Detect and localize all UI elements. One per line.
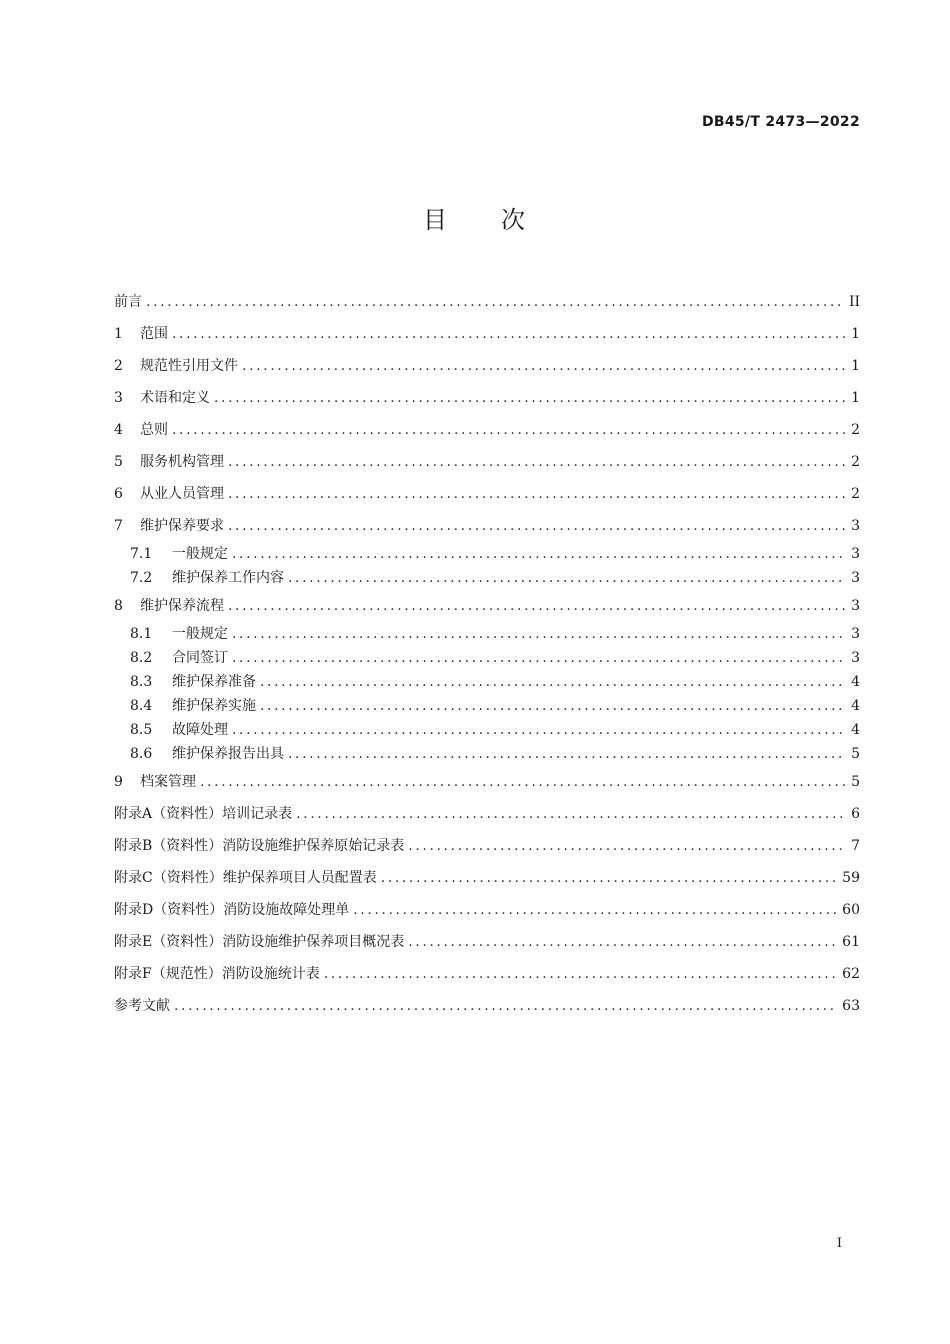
toc-entry-number: 4 (114, 422, 123, 438)
toc-leader-dots (232, 545, 846, 563)
toc-title-part1: 目 (423, 206, 449, 234)
toc-entry-number: 8.4 (130, 698, 153, 714)
toc-entry-page: 3 (851, 650, 860, 666)
toc-leader-dots (232, 649, 846, 667)
toc-title (0, 200, 950, 235)
toc-leader-dots (146, 293, 845, 311)
toc-entry-label: 消防设施维护保养原始记录表 (222, 838, 405, 854)
toc-entry-appendix: 附录F（规范性） (114, 966, 222, 982)
toc-entry[interactable] (114, 318, 860, 350)
toc-entry-page: 4 (851, 698, 860, 714)
toc-entry[interactable] (114, 926, 860, 958)
toc-leader-dots (381, 869, 838, 887)
toc-entry-page: 62 (842, 966, 860, 982)
toc-entry-page: II (848, 294, 860, 310)
toc-entry-number: 9 (114, 774, 123, 790)
toc-entry-page: 5 (851, 746, 860, 762)
toc-entry-page: 3 (851, 626, 860, 642)
toc-leader-dots (296, 805, 846, 823)
toc-entry-number: 8.3 (130, 674, 153, 690)
toc-entry-number: 1 (114, 326, 123, 342)
toc-entry-page: 2 (851, 422, 860, 438)
toc-entry[interactable] (114, 590, 860, 622)
toc-entry-label: 维护保养报告出具 (172, 746, 284, 762)
toc-entry-label: 前言 (114, 294, 142, 310)
toc-entry-number: 8.2 (130, 650, 153, 666)
toc-leader-dots (324, 965, 838, 983)
toc-entry-page: 3 (851, 598, 860, 614)
toc-entry-appendix: 附录D（资料性） (114, 902, 224, 918)
toc-entry-page: 61 (842, 934, 860, 950)
toc-entry-page: 60 (842, 902, 860, 918)
toc-entry-number: 6 (114, 486, 123, 502)
toc-leader-dots (228, 517, 846, 535)
toc-leader-dots (228, 485, 846, 503)
toc-entry-label: 故障处理 (172, 722, 228, 738)
toc-entry-label: 维护保养准备 (172, 674, 256, 690)
toc-entry-number: 3 (114, 390, 123, 406)
toc-entry-number: 5 (114, 454, 123, 470)
toc-entry-label: 维护保养项目人员配置表 (222, 870, 377, 886)
toc-entry-page: 3 (851, 570, 860, 586)
toc-entry-label: 范围 (140, 326, 168, 342)
toc-entry-page: 3 (851, 546, 860, 562)
toc-entry-appendix: 附录C（资料性） (114, 870, 223, 886)
toc-entry-label: 维护保养流程 (140, 598, 224, 614)
toc-entry-page: 1 (851, 358, 860, 374)
toc-leader-dots (260, 697, 846, 715)
toc-leader-dots (172, 421, 846, 439)
toc-entry-page: 2 (851, 454, 860, 470)
toc-entry-label: 消防设施故障处理单 (223, 902, 350, 918)
toc-entry-page: 6 (851, 806, 860, 822)
toc-entry[interactable] (114, 990, 860, 1022)
toc-entry-label: 服务机构管理 (140, 454, 224, 470)
toc-leader-dots (260, 673, 846, 691)
toc-entry-label: 培训记录表 (222, 806, 293, 822)
toc-entry-page: 4 (851, 674, 860, 690)
toc-entry-label: 参考文献 (114, 998, 170, 1014)
toc-entry-label: 合同签订 (172, 650, 228, 666)
toc-entry-number: 8.1 (130, 626, 153, 642)
toc-subentry[interactable] (114, 670, 860, 694)
toc-leader-dots (242, 357, 846, 375)
toc-entry-label: 术语和定义 (140, 390, 210, 406)
toc-entry[interactable] (114, 830, 860, 862)
toc-entry[interactable] (114, 382, 860, 414)
page-number: I (836, 1236, 842, 1251)
toc-entry-page: 59 (842, 870, 860, 886)
toc-leader-dots (232, 721, 846, 739)
toc-entry-page: 3 (851, 518, 860, 534)
toc-entry-label: 消防设施统计表 (221, 966, 320, 982)
toc-leader-dots (288, 569, 846, 587)
toc-subentry[interactable] (114, 542, 860, 566)
toc-entry-number: 8.6 (130, 746, 153, 762)
toc-entry-label: 一般规定 (172, 546, 228, 562)
toc-leader-dots (172, 325, 846, 343)
toc-entry[interactable] (114, 510, 860, 542)
toc-subentry[interactable] (114, 694, 860, 718)
toc-subentry[interactable] (114, 622, 860, 646)
toc-entry-label: 一般规定 (172, 626, 228, 642)
toc-entry-label: 维护保养工作内容 (172, 570, 284, 586)
toc-entry-label: 规范性引用文件 (140, 358, 238, 374)
toc-leader-dots (228, 453, 846, 471)
toc-leader-dots (353, 901, 838, 919)
toc-entry-page: 1 (851, 326, 860, 342)
toc-leader-dots (174, 997, 838, 1015)
toc-leader-dots (214, 389, 846, 407)
toc-entry[interactable] (114, 414, 860, 446)
toc-entry-label: 维护保养实施 (172, 698, 256, 714)
toc-entry-appendix: 附录A（资料性） (114, 806, 223, 822)
toc-entry-page: 63 (842, 998, 860, 1014)
toc-title-part2: 次 (501, 206, 527, 234)
toc-entry-label: 档案管理 (140, 774, 196, 790)
toc-entry-label: 消防设施维护保养项目概况表 (222, 934, 405, 950)
toc-entry[interactable] (114, 862, 860, 894)
toc-entry-appendix: 附录B（资料性） (114, 838, 223, 854)
toc-entry-label: 维护保养要求 (140, 518, 224, 534)
toc-subentry[interactable] (114, 718, 860, 742)
toc-entry[interactable] (114, 446, 860, 478)
toc-entry-number: 2 (114, 358, 123, 374)
toc-entry-appendix: 附录E（资料性） (114, 934, 223, 950)
toc-entry-page: 4 (851, 722, 860, 738)
toc-leader-dots (228, 597, 846, 615)
toc-entry[interactable] (114, 798, 860, 830)
toc-subentry[interactable] (114, 742, 860, 766)
toc-leader-dots (408, 837, 846, 855)
toc-entry[interactable] (114, 286, 860, 318)
toc-entry-page: 7 (851, 838, 860, 854)
table-of-contents (114, 286, 860, 1022)
toc-entry[interactable] (114, 894, 860, 926)
toc-entry-label: 总则 (140, 422, 168, 438)
toc-leader-dots (408, 933, 838, 951)
toc-entry-page: 5 (851, 774, 860, 790)
toc-entry-page: 1 (851, 390, 860, 406)
toc-entry-page: 2 (851, 486, 860, 502)
toc-leader-dots (200, 773, 846, 791)
toc-entry-number: 7.2 (130, 570, 153, 586)
toc-entry-label: 从业人员管理 (140, 486, 224, 502)
toc-entry[interactable] (114, 350, 860, 382)
toc-entry[interactable] (114, 766, 860, 798)
toc-leader-dots (232, 625, 846, 643)
toc-entry-number: 8 (114, 598, 123, 614)
toc-entry-number: 8.5 (130, 722, 153, 738)
toc-entry-number: 7 (114, 518, 123, 534)
toc-leader-dots (288, 745, 846, 763)
document-code: DB45/T 2473—2022 (701, 114, 860, 130)
toc-entry[interactable] (114, 958, 860, 990)
toc-entry-number: 7.1 (130, 546, 153, 562)
toc-subentry[interactable] (114, 566, 860, 590)
toc-subentry[interactable] (114, 646, 860, 670)
toc-entry[interactable] (114, 478, 860, 510)
